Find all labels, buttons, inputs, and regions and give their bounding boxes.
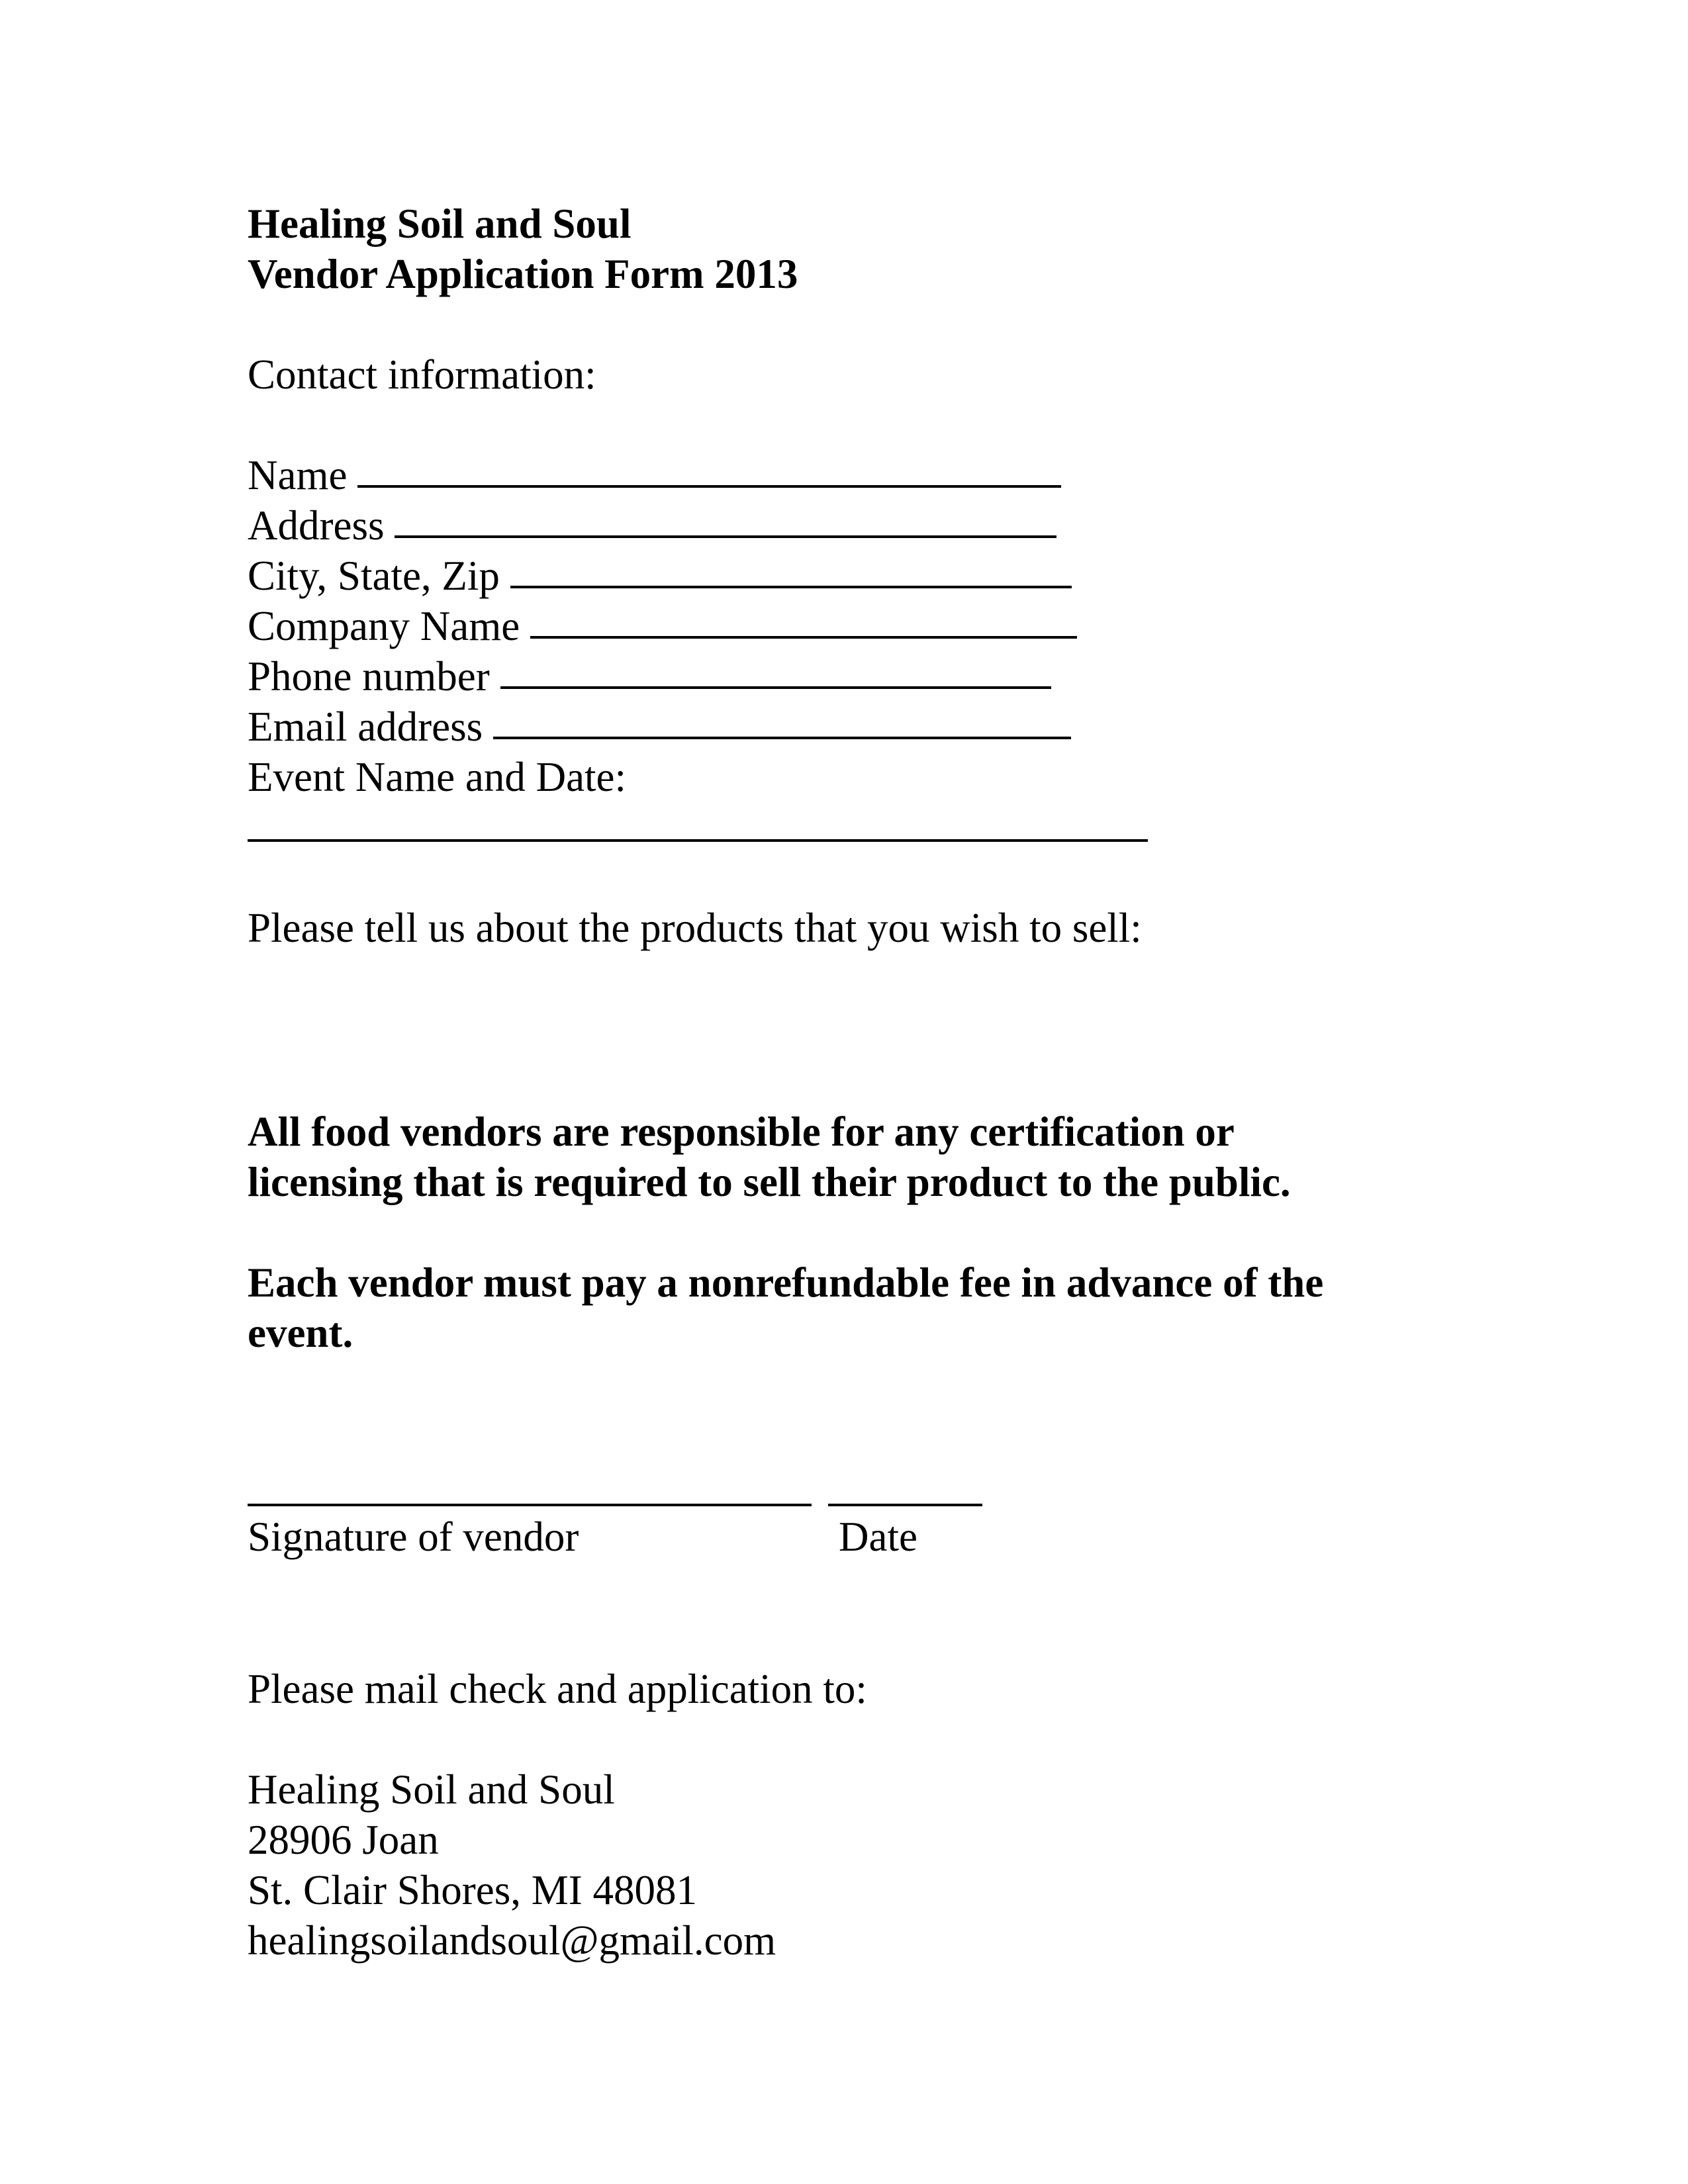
mailing-org-name: Healing Soil and Soul — [248, 1766, 615, 1813]
company-name-label: Company Name — [248, 603, 520, 649]
city-state-zip-field[interactable] — [248, 551, 1072, 601]
email-address-field[interactable] — [248, 702, 1071, 752]
org-name-title: Healing Soil and Soul — [248, 201, 632, 247]
address-field[interactable] — [248, 500, 1056, 551]
date-label: Date — [839, 1514, 917, 1560]
fee-notice-line-1: Each vendor must pay a nonrefundable fee in advance of the — [248, 1259, 1324, 1306]
food-vendor-notice-line-1: All food vendors are responsible for any certification or — [248, 1109, 1235, 1155]
mailing-instruction: Please mail check and application to: — [248, 1666, 867, 1712]
name-input-line[interactable] — [357, 482, 1061, 488]
name-label: Name — [248, 452, 348, 498]
email-address-input-line[interactable] — [493, 734, 1071, 739]
signature-input-line[interactable] — [248, 1504, 812, 1506]
products-prompt: Please tell us about the products that you wish to sell: — [248, 905, 1142, 951]
phone-number-input-line[interactable] — [500, 684, 1051, 689]
mailing-city-state-zip: St. Clair Shores, MI 48081 — [248, 1867, 698, 1913]
phone-number-field[interactable] — [248, 651, 1051, 702]
city-state-zip-label: City, State, Zip — [248, 553, 500, 599]
fee-notice-line-2: event. — [248, 1310, 353, 1356]
food-vendor-notice-line-2: licensing that is required to sell their product to the public. — [248, 1159, 1291, 1205]
mailing-street: 28906 Joan — [248, 1817, 439, 1863]
address-input-line[interactable] — [395, 533, 1056, 538]
date-input-line[interactable] — [828, 1504, 982, 1506]
city-state-zip-input-line[interactable] — [510, 583, 1072, 588]
mailing-email: healingsoilandsoul@gmail.com — [248, 1917, 776, 1964]
company-name-input-line[interactable] — [530, 633, 1077, 639]
email-address-label: Email address — [248, 704, 483, 750]
contact-heading: Contact information: — [248, 351, 596, 398]
company-name-field[interactable] — [248, 601, 1077, 651]
signature-label: Signature of vendor — [248, 1514, 579, 1560]
event-name-date-input-line[interactable] — [248, 839, 1148, 842]
event-name-date-label: Event Name and Date: — [248, 754, 627, 800]
address-label: Address — [248, 502, 385, 549]
form-title: Vendor Application Form 2013 — [248, 251, 798, 297]
phone-number-label: Phone number — [248, 653, 490, 700]
name-field[interactable] — [248, 450, 1061, 500]
